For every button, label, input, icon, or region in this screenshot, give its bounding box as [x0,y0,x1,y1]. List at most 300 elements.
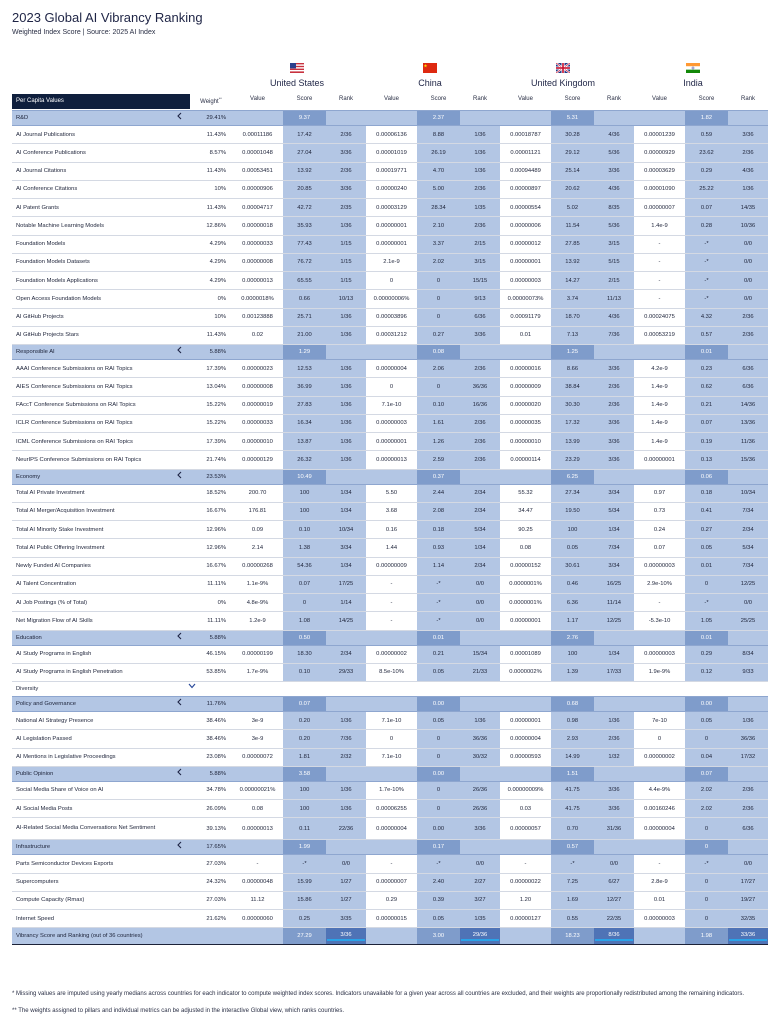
indicator-label [12,910,190,928]
label-text: Social Media Share of Voice on AI [16,787,104,794]
score-cell: 0.04 [685,748,728,766]
rank-cell: 2/36 [326,126,366,144]
rank-cell: 1/36 [326,360,366,378]
score-cell: 13.99 [551,433,594,451]
rank-cell: 10/13 [326,290,366,308]
value-cell: 0.00000013 [366,451,417,469]
rank-cell: 1/14 [326,594,366,612]
rank-cell: 2/36 [728,144,768,162]
value-cell: 0.0000002% [500,663,551,681]
chevron-left-icon[interactable] [177,346,182,356]
pillar-row[interactable] [12,111,768,126]
weight-cell: 38.46% [190,730,232,748]
score-cell: 23.29 [551,451,594,469]
score-cell: 0 [685,840,728,855]
label-text: AIES Conference Submissions on RAI Topics [16,383,133,390]
rank-cell: 2/36 [728,308,768,326]
score-cell: 17.42 [283,126,326,144]
country-name-uk: United Kingdom [530,78,596,88]
rank-cell: 4/36 [594,308,634,326]
indicator-label [12,235,190,253]
indicator-label [12,612,190,630]
score-cell: -* [417,612,460,630]
score-cell: 1.29 [283,345,326,360]
indicator-label [12,748,190,766]
score-cell: 18.70 [551,308,594,326]
value-cell [366,345,417,360]
value-cell: 0.08 [500,539,551,557]
score-cell: 1.17 [551,612,594,630]
rank-cell: 1/36 [460,144,500,162]
value-cell: 55.32 [500,484,551,502]
rank-cell: 1/36 [326,396,366,414]
table-row [12,910,768,928]
value-cell: 0.00000012 [500,235,551,253]
pillar-label [12,697,190,712]
score-cell: 0.98 [551,712,594,730]
table-row [12,484,768,502]
rank-cell: 7/34 [728,502,768,520]
us-flag-icon [290,63,304,73]
rank-cell: 1/36 [326,414,366,432]
score-cell: 0.05 [551,539,594,557]
score-cell: 18.23 [551,928,594,945]
value-cell [634,928,685,945]
value-cell: -5.3e-10 [634,612,685,630]
value-cell [232,697,283,712]
value-cell [232,766,283,781]
score-cell: 17.32 [551,414,594,432]
value-cell: 0.00123888 [232,308,283,326]
label-text: Open Access Foundation Models [16,295,102,302]
rank-cell: 22/36 [326,818,366,840]
value-cell: 0.09 [232,521,283,539]
rank-cell [594,630,634,645]
rank-cell: 15/34 [460,645,500,663]
rank-cell: 1/34 [594,645,634,663]
table-row [12,594,768,612]
rank-cell: 0/0 [326,855,366,873]
value-cell: 0.00000002 [366,645,417,663]
rank-cell: 2/34 [460,502,500,520]
value-cell: 4.2e-9 [634,360,685,378]
value-cell: 0.00024075 [634,308,685,326]
score-cell: -* [685,594,728,612]
score-cell: 100 [551,521,594,539]
weight-cell: 4.29% [190,235,232,253]
value-cell: 1.2e-9 [232,612,283,630]
rank-text: 8/36 [608,931,620,938]
score-cell: 7.25 [551,873,594,891]
weight-cell: 10% [190,180,232,198]
score-cell: 2.59 [417,451,460,469]
value-cell: 2.14 [232,539,283,557]
label-text: Total AI Private Investment [16,490,85,497]
value-cell [634,697,685,712]
score-cell: 0.00 [685,697,728,712]
score-cell: 0.08 [417,345,460,360]
value-cell: 3e-9 [232,730,283,748]
rank-cell: 13/36 [728,414,768,432]
rank-cell: 2/36 [728,781,768,799]
value-cell: 0.00094489 [500,162,551,180]
value-cell: 0.00000048 [232,873,283,891]
value-cell [634,469,685,484]
score-cell: 27.83 [283,396,326,414]
weight-cell: 13.04% [190,378,232,396]
value-cell: - [366,575,417,593]
rank-cell: 11/13 [594,290,634,308]
rank-cell: 32/35 [728,910,768,928]
value-cell [500,345,551,360]
chevron-left-icon[interactable] [177,632,182,642]
value-cell: 0.00000001 [634,451,685,469]
label-text: Net Migration Flow of AI Skills [16,617,93,624]
value-cell: 0.00003129 [366,199,417,217]
score-cell: 0.07 [685,199,728,217]
indicator-label [12,663,190,681]
rank-cell [728,697,768,712]
label-text: Total AI Minority Stake Investment [16,526,104,533]
score-cell: 28.34 [417,199,460,217]
value-cell: 0.00000003 [366,414,417,432]
value-cell: 1.20 [500,891,551,909]
score-cell: 0.10 [283,663,326,681]
rank-cell: 2/27 [460,873,500,891]
rank-cell [326,469,366,484]
label-text: National AI Strategy Presence [16,717,94,724]
rank-cell: 1/27 [326,873,366,891]
label-text: Infrastructure [16,844,51,851]
value-cell: 0.0000001% [500,575,551,593]
rank-cell: 4/36 [728,162,768,180]
score-cell: -* [685,855,728,873]
score-cell: 1.98 [685,928,728,945]
value-cell: 7.1e-10 [366,748,417,766]
score-cell: 3.58 [283,766,326,781]
rank-cell: 2/36 [594,378,634,396]
pillar-row[interactable] [12,697,768,712]
rank-cell: 1/36 [728,712,768,730]
rank-cell: 26/36 [460,800,500,818]
table-row [12,539,768,557]
rank-cell: 3/36 [728,126,768,144]
weight-cell: 27.03% [190,855,232,873]
rank-cell [594,697,634,712]
weight-cell: 46.15% [190,645,232,663]
rank-cell: 10/34 [728,484,768,502]
weight-cell: 8.57% [190,144,232,162]
value-cell: - [634,855,685,873]
rank-cell: 14/36 [728,396,768,414]
weight-cell: 11.43% [190,162,232,180]
table-row [12,308,768,326]
score-cell: -* [685,272,728,290]
rank-cell [594,840,634,855]
total-row [12,928,768,945]
score-cell: -* [283,855,326,873]
score-cell: 0.25 [283,910,326,928]
weight-cell: 5.88% [190,630,232,645]
rank-cell [460,630,500,645]
rank-cell: 21/33 [460,663,500,681]
label-text: AI Social Media Posts [16,805,73,812]
rank-cell [326,928,366,945]
value-cell: 0.0000018% [232,290,283,308]
rank-cell: 30/32 [460,748,500,766]
indicator-label [12,818,190,840]
score-header: Score [698,96,715,102]
label-text: AI GitHub Projects Stars [16,332,79,339]
weight-cell: 4.29% [190,272,232,290]
rank-cell: 6/36 [728,818,768,840]
rank-cell: 0/0 [460,612,500,630]
value-cell: - [634,290,685,308]
score-cell: 3.00 [417,928,460,945]
value-cell: 0.00003896 [366,308,417,326]
value-cell [634,111,685,126]
value-cell: 0.00000009 [500,378,551,396]
value-cell: 0.00000006 [500,217,551,235]
weight-cell: 11.43% [190,126,232,144]
score-cell: 15.86 [283,891,326,909]
value-cell: 0.00000013 [232,818,283,840]
score-cell: 100 [283,800,326,818]
table-row [12,521,768,539]
label-text: AI Conference Publications [16,149,86,156]
rank-cell [594,469,634,484]
indicator-label [12,199,190,217]
value-cell: 0.00001089 [500,645,551,663]
value-cell: 1.44 [366,539,417,557]
score-cell: 2.93 [551,730,594,748]
table-row [12,272,768,290]
rank-cell: 3/34 [594,484,634,502]
rank-cell [594,345,634,360]
footnote-weights: ** The weights assigned to pillars and individual metrics can be adjusted in the interactive Global view, which ranks countries. [12,1008,345,1014]
table-row [12,557,768,575]
weight-cell: 12.86% [190,217,232,235]
table-row [12,451,768,469]
rank-cell: 2/36 [594,396,634,414]
table-row [12,162,768,180]
label-text: Foundation Models Applications [16,277,98,284]
pillar-row[interactable] [12,630,768,645]
value-cell: 0.00000008 [232,253,283,271]
score-cell: 0.17 [417,840,460,855]
weight-cell: 11.43% [190,199,232,217]
pillar-row-collapsed[interactable] [12,682,768,697]
rank-cell: 1/36 [326,451,366,469]
rank-cell: 4/36 [594,126,634,144]
rank-cell: 36/36 [460,378,500,396]
score-cell: 38.84 [551,378,594,396]
rank-cell: 2/36 [460,217,500,235]
rank-cell: 2/36 [460,414,500,432]
weight-cell: 4.29% [190,253,232,271]
value-cell: 0 [366,730,417,748]
footnote-imputation: * Missing values are imputed using yearly medians across countries for each indicator to compute weighted index scores. Indicators unavailable for a given year across all countries are excluded, and their weights are proportionally redistributed among the remaining indicators. [12,991,745,997]
score-cell: 1.99 [283,840,326,855]
pillar-row[interactable] [12,345,768,360]
rank-cell [460,469,500,484]
label-text: FAccT Conference Submissions on RAI Topics [16,402,136,409]
rank-cell: 3/35 [326,910,366,928]
value-cell [232,630,283,645]
weight-cell: 17.39% [190,360,232,378]
score-cell: 20.85 [283,180,326,198]
score-cell: 0.12 [685,663,728,681]
value-header: Value [652,96,667,102]
weight-cell: 11.11% [190,612,232,630]
value-cell: 0.00000013 [232,272,283,290]
rank-cell [326,697,366,712]
indicator-label [12,326,190,344]
value-cell: 5.50 [366,484,417,502]
score-cell: 25.14 [551,162,594,180]
chevron-left-icon[interactable] [177,768,182,778]
value-cell: 1.4e-9 [634,378,685,396]
pillar-toggle[interactable] [12,682,768,697]
rank-cell [326,345,366,360]
value-cell: 1.4e-9 [634,433,685,451]
label-text: AI Journal Publications [16,131,75,138]
label-text: ICML Conference Submissions on RAI Topics [16,438,133,445]
value-cell: 0.01 [634,891,685,909]
table-row [12,360,768,378]
value-cell: 7e-10 [634,712,685,730]
value-cell: 0.00000001 [500,712,551,730]
table-row [12,217,768,235]
value-cell: 0.00001239 [634,126,685,144]
weight-cell: 17.39% [190,433,232,451]
rank-cell: 2/34 [460,557,500,575]
rank-cell: 36/36 [728,730,768,748]
score-cell: 0.29 [685,162,728,180]
value-cell: - [500,855,551,873]
rank-cell: 1/36 [326,781,366,799]
value-cell [500,630,551,645]
value-header: Value [250,96,265,102]
rank-cell: 1/34 [326,502,366,520]
rank-cell: 25/25 [728,612,768,630]
rank-cell: 7/36 [594,326,634,344]
pillar-label [12,766,190,781]
label-text: AI Journal Citations [16,168,67,175]
label-text: R&D [16,115,29,121]
table-row [12,818,768,840]
rank-cell: 1/34 [326,484,366,502]
rank-cell [460,111,500,126]
chevron-left-icon[interactable] [177,112,182,122]
score-cell: 0 [417,290,460,308]
table-row [12,502,768,520]
rank-cell: 2/36 [460,433,500,451]
in-flag-icon [686,63,700,73]
rank-cell: 17/25 [326,575,366,593]
score-cell: 100 [551,645,594,663]
indicator-label [12,800,190,818]
value-cell: 0.00000003 [634,557,685,575]
pillar-row[interactable] [12,766,768,781]
label-text: AI Study Programs in English Penetration [16,669,123,676]
score-cell: 0.05 [685,712,728,730]
score-cell: -* [685,290,728,308]
score-cell: 1.61 [417,414,460,432]
weight-cell: 11.43% [190,326,232,344]
rank-cell [728,928,768,945]
value-cell: 1.7e-9% [232,663,283,681]
pillar-label [12,840,190,855]
score-cell: 0.27 [417,326,460,344]
rank-cell: 1/34 [326,557,366,575]
score-cell: 0.62 [685,378,728,396]
uk-flag-icon [556,63,570,73]
rank-cell: 0/0 [728,272,768,290]
value-cell: 90.25 [500,521,551,539]
indicator-label [12,521,190,539]
chevron-left-icon[interactable] [177,471,182,481]
label-text: Notable Machine Learning Models [16,222,104,229]
value-cell: 200.70 [232,484,283,502]
rank-cell: 10/36 [728,217,768,235]
value-cell: 1.7e-10% [366,781,417,799]
rank-cell: 7/34 [728,557,768,575]
score-cell: 0.37 [417,469,460,484]
indicator-label [12,308,190,326]
rank-header: Rank [472,96,487,102]
chevron-left-icon[interactable] [177,698,182,708]
score-cell: 5.00 [417,180,460,198]
table-row [12,855,768,873]
rank-cell: 2/15 [594,272,634,290]
table-row [12,235,768,253]
value-cell: - [232,855,283,873]
value-cell: 0.00000007 [366,873,417,891]
indicator-label [12,272,190,290]
table-row [12,290,768,308]
value-cell: 0.29 [366,891,417,909]
score-cell: 27.04 [283,144,326,162]
indicator-label [12,433,190,451]
score-cell: 0.41 [685,502,728,520]
table-row [12,126,768,144]
pillar-row[interactable] [12,840,768,855]
rank-cell: 2/36 [728,800,768,818]
score-cell: 0.18 [685,484,728,502]
score-cell: -* [417,594,460,612]
value-cell [366,697,417,712]
value-cell: 0.00000020 [500,396,551,414]
chevron-left-icon[interactable] [177,841,182,851]
score-cell: 30.61 [551,557,594,575]
rank-header: Rank [606,96,621,102]
rank-cell: 3/36 [326,180,366,198]
score-cell: 0.07 [685,414,728,432]
score-cell: 7.13 [551,326,594,344]
score-cell: 0.05 [417,663,460,681]
chevron-down-icon[interactable] [188,682,196,691]
value-cell [232,111,283,126]
rank-cell: 3/36 [460,326,500,344]
value-cell: 0 [634,730,685,748]
value-cell: 0.00001048 [232,144,283,162]
value-cell: 0.00000001 [500,612,551,630]
rank-cell: 7/36 [326,730,366,748]
rank-cell: 12/25 [594,612,634,630]
ranking-table [12,110,768,945]
pillar-row[interactable] [12,469,768,484]
